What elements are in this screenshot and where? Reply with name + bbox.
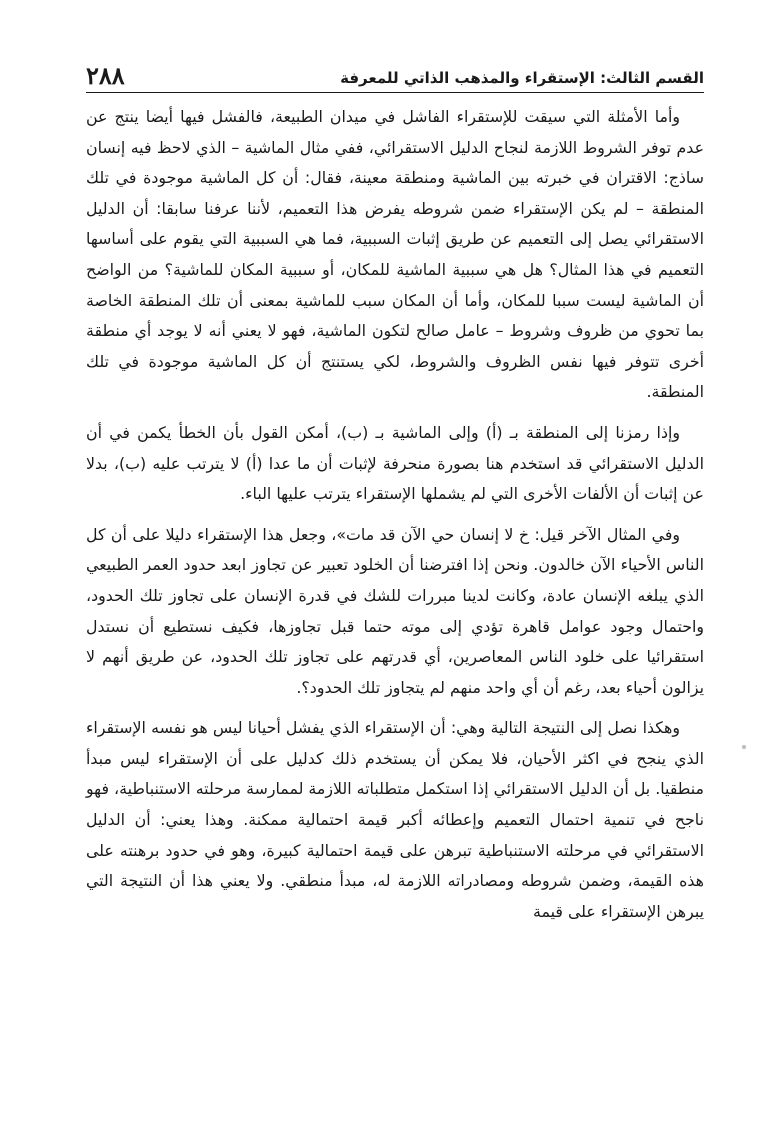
running-header bbox=[86, 58, 704, 90]
page-number: ٢٨٨ bbox=[86, 61, 125, 90]
paragraph-4: وهكذا نصل إلى النتيجة التالية وهي: أن الإستقراء الذي يفشل أحيانا ليس هو نفسه الإستقراء الذي ينجح في اكثر الأحيان، فلا يمكن أن يستخدم ذلك كدليل على أن الإستقراء ليس مبدأ منطقيا. بل أن الدليل الاستقرائي إذا استكمل متطلباته اللازمة لممارسة مرحلته الاستنباطية، فهو ناجح في تنمية احتمال التعميم وإعطائه أكبر قيمة احتمالية ممكنة. وهذا يعني: أن الدليل الاستقرائي في مرحلته الاستنباطية تبرهن على قيمة احتمالية كبيرة، وهو في حدود برهنته على هذه القيمة، وضمن شروطه ومصادراته اللازمة له، مبدأ منطقي. ولا يعني هذا أن النتيجة التي يبرهن الإستقراء على قيمة bbox=[86, 718, 704, 921]
paragraph-3: وفي المثال الآخر قيل: خ لا إنسان حي الآن قد مات»، وجعل هذا الإستقراء دليلا على أن كل الناس الأحياء الآن خالدون. ونحن إذا افترضنا أن الخلود تعبير عن تجاوز ابعد حدود العمر الطبيعي الذي يبلغه الإنسان عادة، وكانت لدينا مبررات للشك في قدرة الإنسان على تجاوز تلك الحدود، واحتمال وجود عوامل قاهرة تؤدي إلى موته حتما قبل تجاوزها، فكيف نستطيع أن نستدل استقرائيا على خلود الناس المعاصرين، أي قدرتهم على تجاوز تلك الحدود، عن طريق أنهم لا يزالون أحياء بعد، رغم أن أي واحد منهم لم يتجاوز تلك الحدود؟. bbox=[86, 524, 704, 697]
paragraph-2: وإذا رمزنا إلى المنطقة بـ (أ) وإلى الماشية بـ (ب)، أمكن القول بأن الخطأ يكمن في أن الدليل الاستقرائي قد استخدم هنا بصورة منحرفة لإثبات أن ما عدا (أ) لا يترتب عليه (ب)، بدلا عن إثبات أن الألفات الأخرى التي لم يشملها الإستقراء يترتب عليها الباء. bbox=[86, 422, 704, 504]
paragraph-1: وأما الأمثلة التي سيقت للإستقراء الفاشل في ميدان الطبيعة، فالفشل فيها أيضا ينتج عن عدم توفر الشروط اللازمة لنجاح الدليل الاستقرائي، ففي مثال الماشية – الذي لاحظ فيه إنسان ساذج: الاقتران في خبرته بين الماشية ومنطقة معينة، فقال: أن كل الماشية موجودة في تلك المنطقة – لم يكن الإستقراء ضمن شروطه يفرض هذا التعميم، لأننا عرفنا سابقا: أن الدليل الاستقرائي يصل إلى التعميم عن طريق إثبات السببية، فما هي السببية التي يقوم على أساسها التعميم في هذا المثال؟ هل هي سببية الماشية للمكان، أو سببية المكان للماشية؟ من الواضح أن الماشية ليست سببا للمكان، وأما أن المكان سبب للماشية بمعنى أن تلك المنطقة الخاصة بما تحوي من ظروف وشروط – عامل صالح لتكون الماشية، فهو لا يعني أنه لا يوجد أي منطقة أخرى تتوفر فيها نفس الظروف والشروط، لكي يستنتج أن كل الماشية موجودة في تلك المنطقة. bbox=[86, 107, 704, 402]
body-text bbox=[86, 102, 704, 937]
margin-mark bbox=[742, 745, 746, 749]
header-title: القسم الثالث: الإستقراء والمذهب الذاتي للمعرفة bbox=[340, 69, 704, 87]
header-rule bbox=[86, 92, 704, 93]
